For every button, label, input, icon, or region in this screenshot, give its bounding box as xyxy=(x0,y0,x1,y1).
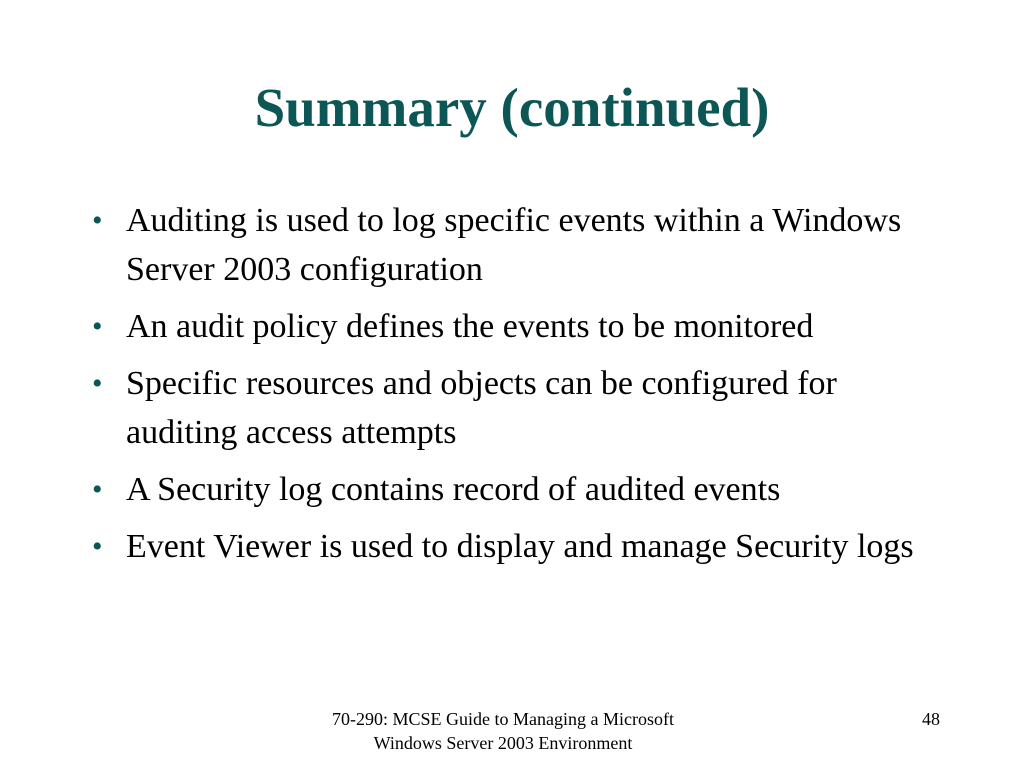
bullet-marker: • xyxy=(92,473,103,506)
bullet-item xyxy=(92,465,952,514)
footer-line-1: 70-290: MCSE Guide to Managing a Microsoft xyxy=(332,709,674,729)
bullet-item xyxy=(92,522,952,571)
bullet-text: A Security log contains record of audited events xyxy=(126,471,781,508)
footer-course-title xyxy=(300,707,706,755)
slide-number: 48 xyxy=(922,709,940,729)
bullet-list xyxy=(92,196,952,579)
slide-title: Summary (continued) xyxy=(254,77,770,138)
bullet-text: Auditing is used to log specific events within a Windows Server 2003 configuration xyxy=(126,202,902,288)
bullet-item xyxy=(92,196,952,294)
bullet-text: Specific resources and objects can be configured for auditing access attempts xyxy=(126,365,837,451)
bullet-marker: • xyxy=(92,310,103,343)
bullet-text: Event Viewer is used to display and manage Security logs xyxy=(126,528,914,565)
bullet-marker: • xyxy=(92,204,103,237)
bullet-marker: • xyxy=(92,530,103,563)
bullet-marker: • xyxy=(92,367,103,400)
bullet-text: An audit policy defines the events to be monitored xyxy=(126,308,814,345)
footer-line-2: Windows Server 2003 Environment xyxy=(373,733,633,753)
bullet-item xyxy=(92,359,952,457)
bullet-item xyxy=(92,302,952,351)
